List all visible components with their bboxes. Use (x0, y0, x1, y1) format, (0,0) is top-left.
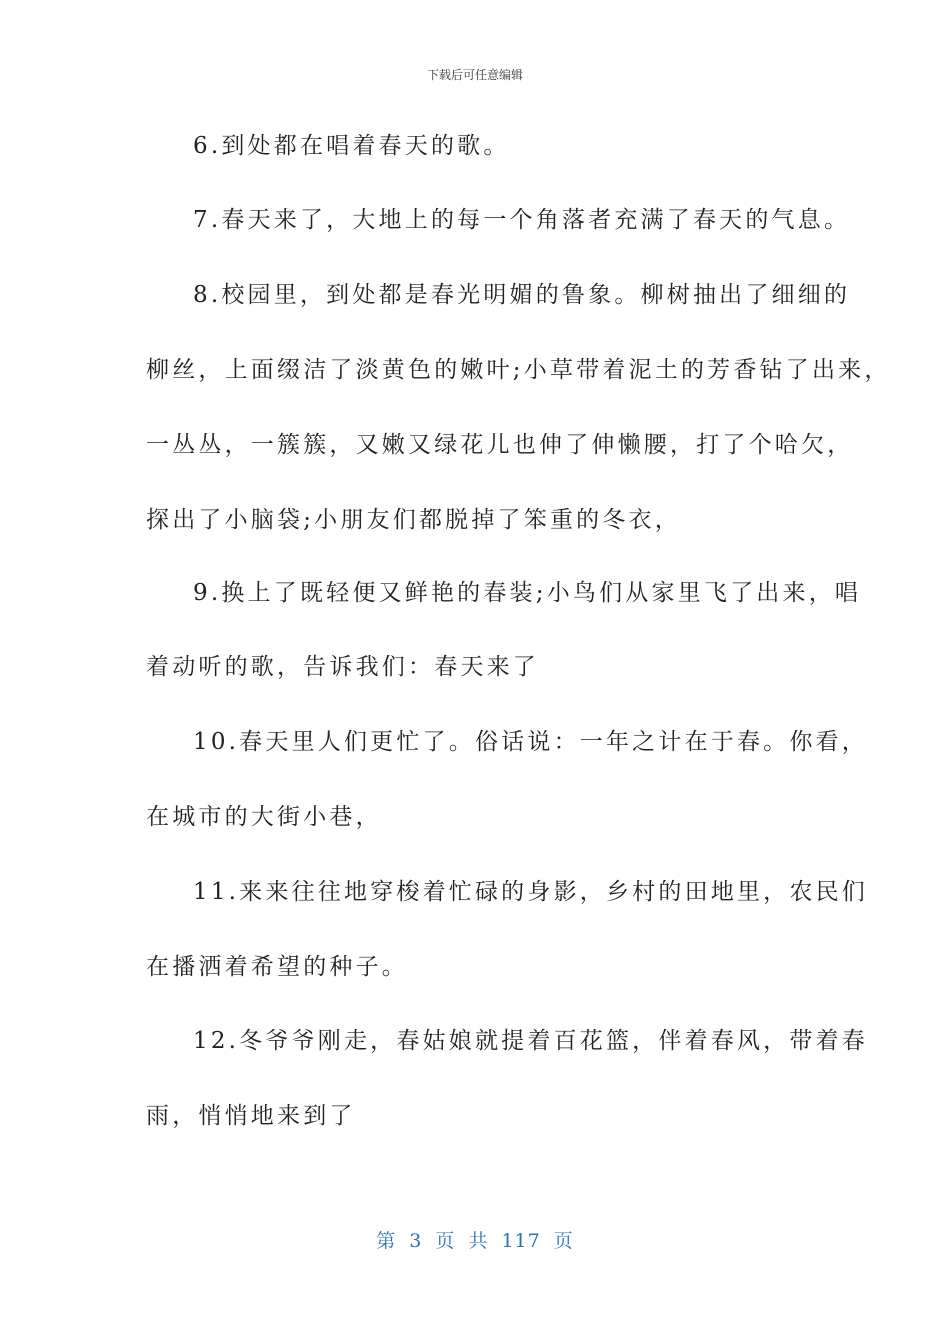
paragraph-line: 柳丝，上面缀洁了淡黄色的嫩叶;小草带着泥土的芳香钻了出来， (146, 357, 891, 383)
paragraph-line: 雨，悄悄地来到了 (146, 1103, 356, 1129)
paragraph-line: 10.春天里人们更忙了。俗话说：一年之计在于春。你看， (193, 729, 868, 755)
paragraph-line: 12.冬爷爷刚走，春姑娘就提着百花篮，伴着春风，带着春 (193, 1028, 868, 1054)
paragraph-line: 11.来来往往地穿梭着忙碌的身影，乡村的田地里，农民们 (193, 879, 868, 905)
page-number-footer: 第 3 页 共 117 页 (376, 1230, 574, 1252)
page-header: 下载后可任意编辑 (426, 68, 523, 82)
paragraph-line: 7.春天来了，大地上的每一个角落者充满了春天的气息。 (193, 207, 851, 233)
paragraph-line: 在播洒着希望的种子。 (146, 954, 408, 980)
paragraph-line: 在城市的大街小巷， (146, 804, 382, 830)
paragraph-line: 9.换上了既轻便又鲜艳的春装;小鸟们从家里飞了出来，唱 (193, 580, 862, 606)
paragraph-line: 探出了小脑袋;小朋友们都脱掉了笨重的冬衣， (146, 507, 681, 533)
paragraph-line: 一丛丛，一簇簇，又嫩又绿花儿也伸了伸懒腰，打了个哈欠， (146, 432, 854, 458)
paragraph-line: 8.校园里，到处都是春光明媚的鲁象。柳树抽出了细细的 (193, 282, 851, 308)
paragraph-line: 着动听的歌，告诉我们：春天来了 (146, 654, 539, 680)
paragraph-line: 6.到处都在唱着春天的歌。 (193, 133, 510, 159)
